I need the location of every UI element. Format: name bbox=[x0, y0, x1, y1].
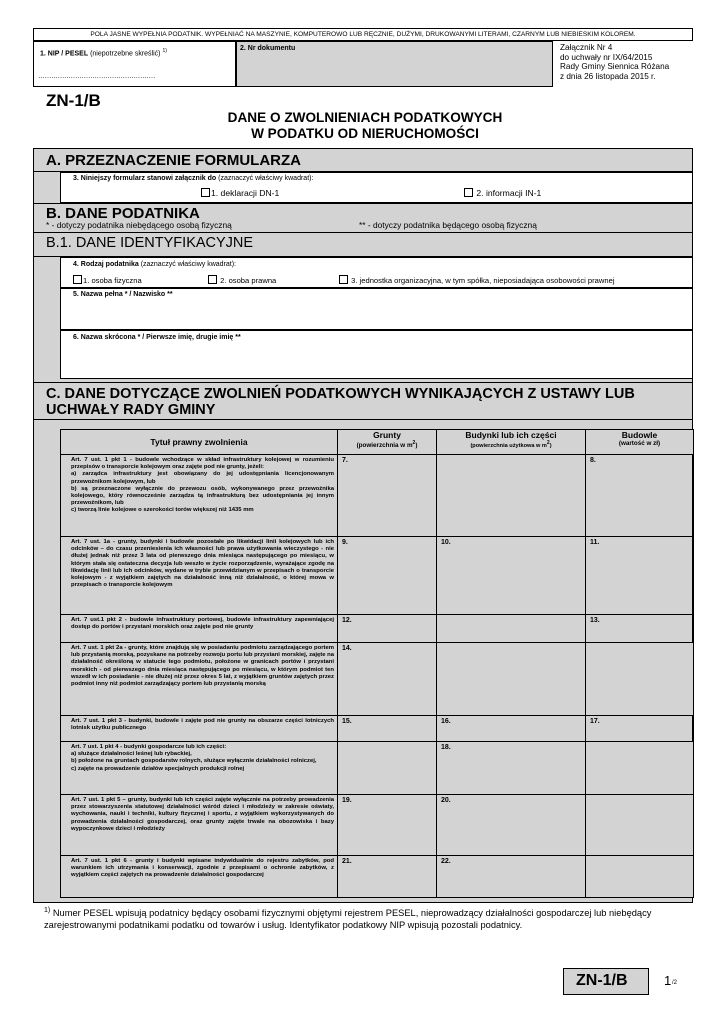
table-row bbox=[61, 716, 694, 742]
budowle-cell[interactable] bbox=[586, 615, 694, 643]
grunty-cell[interactable] bbox=[338, 455, 437, 537]
field-number: 17. bbox=[590, 718, 600, 725]
field-number: 18. bbox=[441, 744, 451, 751]
table-row bbox=[61, 856, 694, 898]
budynki-cell bbox=[437, 455, 586, 537]
col-grunty-unit-text: (powierzchnia w m bbox=[356, 442, 413, 450]
col-budynki-unit bbox=[437, 440, 585, 449]
footnote-mark: 1) bbox=[44, 907, 51, 914]
option-in1-label: 2. informacji IN-1 bbox=[476, 188, 542, 198]
type-2-label: 2. osoba prawna bbox=[220, 276, 277, 285]
form-code: ZN-1/B bbox=[46, 91, 101, 110]
budynki-cell[interactable] bbox=[437, 537, 586, 615]
type-osoba-prawna[interactable] bbox=[208, 275, 276, 285]
section-b1-title: B.1. DANE IDENTYFIKACYJNE bbox=[46, 235, 254, 251]
budynki-cell bbox=[437, 615, 586, 643]
field-6-label: 6. Nazwa skrócona * / Pierwsze imię, drugie imię ** bbox=[73, 334, 241, 341]
section-c-title-line: UCHWAŁY RADY GMINY bbox=[46, 402, 216, 418]
budowle-cell bbox=[586, 795, 694, 856]
table-row bbox=[61, 615, 694, 643]
footer-page: 1 bbox=[664, 972, 672, 988]
section-b-note-2: ** - dotyczy podatnika będącego osobą fizyczną bbox=[359, 220, 537, 230]
budowle-cell[interactable] bbox=[586, 455, 694, 537]
col-grunty-unit bbox=[338, 440, 436, 449]
field-number: 11. bbox=[590, 539, 600, 546]
table-row bbox=[61, 455, 694, 537]
col-header-budowle bbox=[586, 430, 694, 455]
attachment-info bbox=[560, 43, 690, 81]
field-3 bbox=[60, 172, 693, 203]
col-budynki-sup: 2 bbox=[546, 440, 550, 446]
attachment-line: z dnia 26 listopada 2015 r. bbox=[560, 71, 656, 81]
exemption-title: Art. 7 ust. 1 pkt 2a - grunty, które znajdują się w posiadaniu podmiotu zarządzającego portem lub przystanią morską, pozyskane na potrzeby rozwoju portu lub przystani morskiej, zajęte na działalność określoną w statucie tego podmiotu, położone w granicach portów i przystani morskich - od pierwszego dnia miesiąca następującego po miesiącu, w którym podmiot ten wszedł w ich posiadanie - nie dłużej niż przez okres 5 lat, z wyjątkiem gruntów zajętych przez podmiot inny niż podmiot zarządzający portem lub przystanią morską bbox=[61, 643, 338, 716]
budowle-cell[interactable] bbox=[586, 716, 694, 742]
attachment-line: Rady Gminy Siennica Różana bbox=[560, 62, 670, 72]
exemption-title: Art. 7 ust. 1a - grunty, budynki i budowle pozostałe po likwidacji linii kolejowych lub ich odcinków – do czasu przeniesienia ich własności lub prawa użytkowania wieczystego - nie dłużej jednak niż przez 3 lata od pierwszego dnia miesiąca następującego po miesiącu, w którym stała się ostateczna decyzja lub weszło w życie rozporządzenie, wyrażające zgodę na likwidację linii lub ich odcinków, wydane w trybie przewidzianym w przepisach o transporcie kolejowym - z wyjątkiem zajętych na działalność inną niż działalność, o której mowa w przepisach o transporcie kolejowym bbox=[61, 537, 338, 615]
grunty-cell[interactable] bbox=[338, 795, 437, 856]
section-a-title: A. PRZEZNACZENIE FORMULARZA bbox=[46, 152, 301, 169]
document-number-label: 2. Nr dokumentu bbox=[240, 45, 296, 52]
grunty-cell[interactable] bbox=[338, 643, 437, 716]
grunty-cell[interactable] bbox=[338, 615, 437, 643]
field-number: 8. bbox=[590, 457, 596, 464]
budowle-cell bbox=[586, 856, 694, 898]
field-3-label: 3. Niniejszy formularz stanowi załącznik do bbox=[73, 175, 217, 182]
budynki-cell[interactable] bbox=[437, 856, 586, 898]
footer-form-code: ZN-1/B bbox=[576, 972, 628, 989]
field-number: 9. bbox=[342, 539, 348, 546]
field-number: 7. bbox=[342, 457, 348, 464]
checkbox-icon[interactable] bbox=[464, 188, 473, 197]
form-title-line: DANE O ZWOLNIENIACH PODATKOWYCH bbox=[227, 110, 503, 125]
budowle-cell[interactable] bbox=[586, 537, 694, 615]
option-in1[interactable] bbox=[464, 188, 541, 198]
checkbox-icon[interactable] bbox=[73, 275, 82, 284]
footnote bbox=[44, 905, 696, 931]
field-number: 19. bbox=[342, 797, 352, 804]
col-header-grunty bbox=[338, 430, 437, 455]
exemption-title: Art. 7 ust. 1 pkt 4 - budynki gospodarcze lub ich części: a) służące działalności leśnej lub rybackiej, b) położone na gruntach gospodarstw rolnych, służące wyłącznie działalności rolniczej, c) zajęte na prowadzenie działów specjalnych produkcji rolnej bbox=[61, 742, 338, 795]
grunty-cell[interactable] bbox=[338, 716, 437, 742]
budynki-cell bbox=[437, 643, 586, 716]
field-4-note: (zaznaczyć właściwy kwadrat): bbox=[140, 261, 236, 268]
budynki-cell[interactable] bbox=[437, 795, 586, 856]
type-1-label: 1. osoba fizyczna bbox=[83, 276, 142, 285]
col-grunty-label: Grunty bbox=[373, 430, 401, 440]
top-notice: POLA JASNE WYPEŁNIA PODATNIK. WYPEŁNIAĆ NA MASZYNIE, KOMPUTEROWO LUB RĘCZNIE, DUŻYMI, DRUKOWANYMI LITERAMI, CZARNYM LUB NIEBIESKIM KOLOREM. bbox=[33, 28, 693, 41]
type-jednostka[interactable] bbox=[339, 275, 615, 285]
exemption-title: Art. 7 ust.1 pkt 2 - budowle infrastruktury portowej, budowle infrastruktury zapewniającej dostęp do portów i przystani morskich oraz zajęte pod nie grunty bbox=[61, 615, 338, 643]
grunty-cell[interactable] bbox=[338, 537, 437, 615]
form-title-line: W PODATKU OD NIERUCHOMOŚCI bbox=[251, 126, 479, 141]
table-row bbox=[61, 643, 694, 716]
table-row bbox=[61, 537, 694, 615]
field-number: 21. bbox=[342, 858, 352, 865]
checkbox-icon[interactable] bbox=[208, 275, 217, 284]
col-budynki-close: ) bbox=[549, 442, 552, 449]
budynki-cell[interactable] bbox=[437, 716, 586, 742]
field-number: 12. bbox=[342, 617, 352, 624]
field-5-full-name[interactable] bbox=[60, 288, 693, 330]
budowle-cell bbox=[586, 742, 694, 795]
field-number: 22. bbox=[441, 858, 451, 865]
document-number-field bbox=[236, 41, 553, 87]
attachment-line: do uchwały nr IX/64/2015 bbox=[560, 52, 653, 62]
section-c-title-line: C. DANE DOTYCZĄCE ZWOLNIEŃ PODATKOWYCH WYNIKAJĄCYCH Z USTAWY LUB bbox=[46, 386, 635, 402]
section-b-title: B. DANE PODATNIKA bbox=[46, 205, 200, 222]
section-c-title bbox=[46, 386, 635, 418]
col-budynki-unit-text: (powierzchnia użytkowa w m bbox=[470, 442, 547, 449]
field-number: 13. bbox=[590, 617, 600, 624]
nip-label: 1. NIP / PESEL bbox=[40, 50, 89, 58]
nip-field[interactable] bbox=[33, 41, 236, 87]
nip-sup: 1) bbox=[162, 48, 167, 54]
col-budowle-label: Budowle bbox=[621, 430, 658, 440]
option-dn1-label: 1. deklaracji DN-1 bbox=[211, 188, 280, 198]
footnote-text: Numer PESEL wpisują podatnicy będący osobami fizycznymi objętymi rejestrem PESEL, nieprowadzący działalności gospodarczej lub niebędący zarejestrowanymi podatnikami podatku od towarów i usług. Identyfikator podatkowy NIP wpisują pozostali podatnicy. bbox=[44, 908, 652, 930]
col-title-label: Tytuł prawny zwolnienia bbox=[150, 437, 248, 447]
exemption-title: Art. 7 ust. 1 pkt 6 - grunty i budynki wpisane indywidualnie do rejestru zabytków, pod warunkiem ich utrzymania i konserwacji, zgodnie z przepisami o ochronie zabytków, z wyjątkiem części zajętych na prowadzenie działalności gospodarczej bbox=[61, 856, 338, 898]
footer-box bbox=[563, 968, 694, 995]
field-number: 15. bbox=[342, 718, 352, 725]
type-3-label: 3. jednostka organizacyjna, w tym spółka, nieposiadająca osobowości prawnej bbox=[351, 276, 615, 285]
field-number: 16. bbox=[441, 718, 451, 725]
exemption-title: Art. 7 ust. 1 pkt 5 – grunty, budynki lub ich części zajęte wyłącznie na potrzeby prowadzenia przez stowarzyszenia statutowej działalności wśród dzieci i młodzieży w zakresie oświaty, wychowania, nauki i techniki, kultury fizycznej i sportu, z wyjątkiem wykorzystywanych do prowadzenia działalności gospodarczej, oraz grunty zajęte trwale na obozowiska i bazy wypoczynkowe dzieci i młodzieży bbox=[61, 795, 338, 856]
col-grunty-close: ) bbox=[415, 442, 418, 450]
footer-pages: /2 bbox=[672, 979, 678, 986]
nip-dots: ……………………………………………… bbox=[38, 73, 155, 80]
footer-page-box bbox=[648, 968, 694, 995]
checkbox-icon[interactable] bbox=[201, 188, 210, 197]
col-budowle-unit: (wartość w zł) bbox=[618, 440, 661, 447]
exemption-title: Art. 7 ust. 1 pkt 1 - budowle wchodzące w skład infrastruktury kolejowej w rozumieniu przepisów o transporcie kolejowym oraz zajęte pod nie grunty, jeżeli: a) zarządca infrastruktury jest obowiązany do jej udostępniania licencjonowanym przewoźnikom kolejowym, lub b) są przeznaczone wyłącznie do przewozu osób, wykonywanego przez przewoźnika kolejowego, który równocześnie zarządza tą infrastrukturą bez udostępniania jej innym przewoźnikom, lub c) tworzą linie kolejowe o szerokości torów większej niż 1435 mm bbox=[61, 455, 338, 537]
attachment-line: Załącznik Nr 4 bbox=[560, 43, 613, 52]
field-3-note: (zaznaczyć właściwy kwadrat): bbox=[218, 175, 314, 182]
col-header-budynki bbox=[437, 430, 586, 455]
option-dn1[interactable] bbox=[201, 188, 279, 198]
grunty-cell[interactable] bbox=[338, 856, 437, 898]
field-4-label: 4. Rodzaj podatnika bbox=[73, 261, 139, 268]
table-row bbox=[61, 795, 694, 856]
field-5-label: 5. Nazwa pełna * / Nazwisko ** bbox=[73, 291, 173, 298]
form-title bbox=[200, 110, 530, 142]
field-number: 20. bbox=[441, 797, 451, 804]
checkbox-icon[interactable] bbox=[339, 275, 348, 284]
exemption-title: Art. 7 ust. 1 pkt 3 - budynki, budowle i zajęte pod nie grunty na obszarze części lotniczych lotnisk użytku publicznego bbox=[61, 716, 338, 742]
col-budynki-label: Budynki lub ich części bbox=[465, 430, 557, 440]
budowle-cell bbox=[586, 643, 694, 716]
field-4 bbox=[60, 257, 693, 288]
col-grunty-sup: 2 bbox=[412, 440, 416, 446]
field-number: 10. bbox=[441, 539, 451, 546]
section-b-note-1: * - dotyczy podatnika niebędącego osobą fizyczną bbox=[46, 220, 232, 230]
type-osoba-fizyczna[interactable] bbox=[73, 275, 142, 285]
budynki-cell[interactable] bbox=[437, 742, 586, 795]
grunty-cell bbox=[338, 742, 437, 795]
field-6-short-name[interactable] bbox=[60, 330, 693, 379]
table-body bbox=[61, 455, 694, 898]
table-header-row bbox=[61, 430, 694, 455]
field-number: 14. bbox=[342, 645, 352, 652]
table-row bbox=[61, 742, 694, 795]
nip-note: (niepotrzebne skreślić) bbox=[90, 50, 161, 58]
col-header-title bbox=[61, 430, 338, 455]
exemptions-table bbox=[60, 429, 694, 898]
